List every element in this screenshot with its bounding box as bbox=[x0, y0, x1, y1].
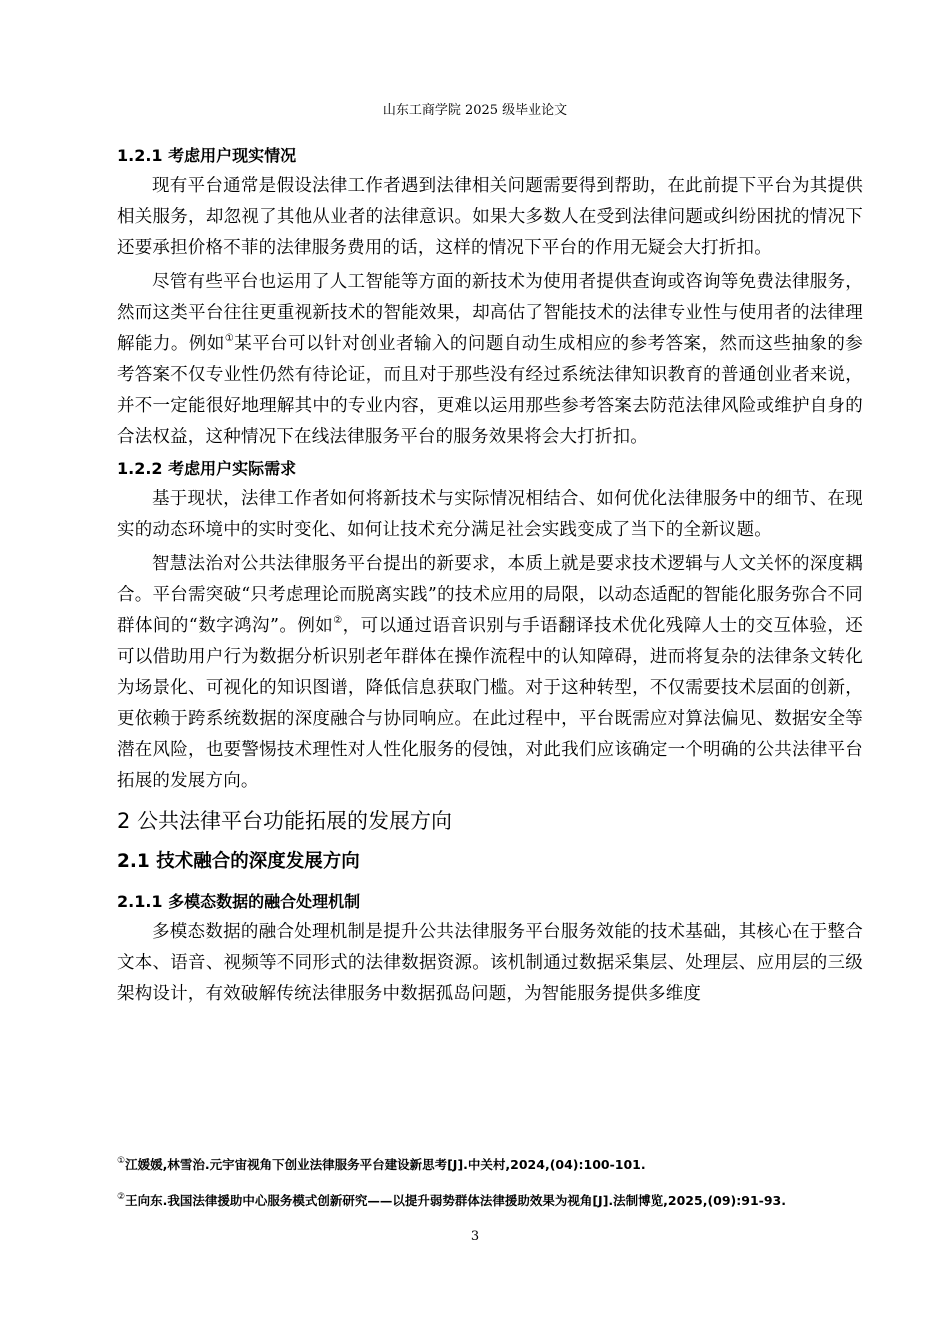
paragraph bbox=[117, 267, 863, 453]
body-content bbox=[117, 143, 863, 1013]
footnote-mark: ① bbox=[117, 1156, 126, 1166]
paragraph-text: 智慧法治对公共法律服务平台提出的新要求，本质上就是要求技术逻辑与人文关怀的深度耦合。平台需突破“只考虑理论而脱离实践”的技术应用的局限，以动态适配的智能化服务弥合不同群体间的“数字鸿沟”。例如 bbox=[117, 554, 863, 636]
footnote-text: 王向东.我国法律援助中心服务模式创新研究——以提升弱势群体法律援助效果为视角[J].法制博览,2025,(09):91-93. bbox=[125, 1193, 786, 1208]
paragraph: 基于现状，法律工作者如何将新技术与实际情况相结合、如何优化法律服务中的细节、在现实的动态环境中的实时变化、如何让技术充分满足社会实践变成了当下的全新议题。 bbox=[117, 489, 863, 540]
section-heading-1-2-2: 1.2.2 考虑用户实际需求 bbox=[117, 459, 297, 478]
paragraph-text: ，可以通过语音识别与手语翻译技术优化残障人士的交互体验，还可以借助用户行为数据分析识别老年群体在操作流程中的认知障碍，进而将复杂的法律条文转化为场景化、可视化的知识图谱，降低信息获取门槛。对于这种转型，不仅需要技术层面的创新，更依赖于跨系统数据的深度融合与协同响应。在此过程中，平台既需应对算法偏见、数据安全等潜在风险，也要警惕技术理性对人性化服务的侵蚀，对此我们应该确定一个明确的公共法律平台拓展的发展方向。 bbox=[117, 616, 863, 791]
section-heading-2-1-1: 2.1.1 多模态数据的融合处理机制 bbox=[117, 892, 361, 911]
footnote-reference-2[interactable]: ② bbox=[333, 615, 343, 626]
page-number: 3 bbox=[470, 1229, 480, 1244]
paragraph-text: 尽管有些平台也运用了人工智能等方面的新技术为使用者提供查询或咨询等免费法律服务，然而这类平台往往更重视新技术的智能效果，却高估了智能技术的法律专业性与使用者的法律理解能力。例如 bbox=[117, 272, 863, 354]
footnote-2 bbox=[117, 1192, 863, 1210]
footnote-text: 江媛媛,林雪治.元宇宙视角下创业法律服务平台建设新思考[J].中关村,2024,(04):100-101. bbox=[125, 1157, 646, 1172]
section-heading-2-1: 2.1 技术融合的深度发展方向 bbox=[117, 851, 360, 872]
footnote-1 bbox=[117, 1156, 863, 1174]
paragraph-text: 某平台可以针对创业者输入的问题自动生成相应的参考答案，然而这些抽象的参考答案不仅专业性仍然有待论证，而且对于那些没有经过系统法律知识教育的普通创业者来说，并不一定能很好地理解其中的专业内容，更难以运用那些参考答案去防范法律风险或维护自身的合法权益，这种情况下在线法律服务平台的服务效果将会大打折扣。 bbox=[117, 334, 863, 447]
chapter-heading-2: 2 公共法律平台功能拓展的发展方向 bbox=[117, 809, 453, 833]
footnotes bbox=[117, 1156, 863, 1228]
paragraph: 现有平台通常是假设法律工作者遇到法律相关问题需要得到帮助，在此前提下平台为其提供相关服务，却忽视了其他从业者的法律意识。如果大多数人在受到法律问题或纠纷困扰的情况下还要承担价格不菲的法律服务费用的话，这样的情况下平台的作用无疑会大打折扣。 bbox=[117, 176, 863, 258]
paragraph: 多模态数据的融合处理机制是提升公共法律服务平台服务效能的技术基础，其核心在于整合文本、语音、视频等不同形式的法律数据资源。该机制通过数据采集层、处理层、应用层的三级架构设计，有效破解传统法律服务中数据孤岛问题，为智能服务提供多维度 bbox=[117, 922, 863, 1004]
running-header: 山东工商学院 2025 级毕业论文 bbox=[382, 103, 568, 118]
footnote-mark: ② bbox=[117, 1192, 126, 1202]
footnote-reference-1[interactable]: ① bbox=[224, 333, 235, 344]
section-heading-1-2-1: 1.2.1 考虑用户现实情况 bbox=[117, 146, 297, 165]
paragraph bbox=[117, 549, 863, 797]
